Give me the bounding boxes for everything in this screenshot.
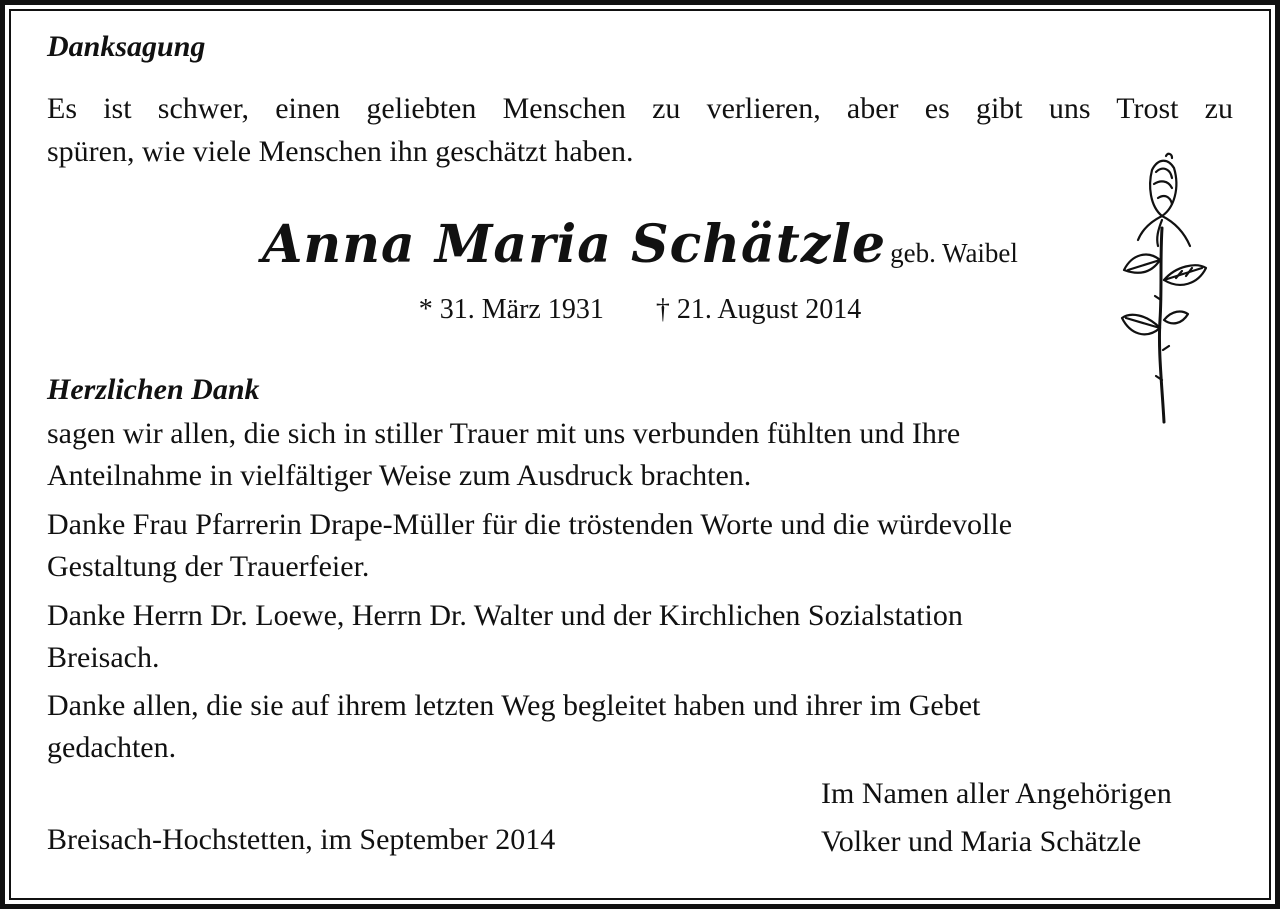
dates-row (0, 294, 1280, 326)
thanks-paragraph-4-line-1: Danke allen, die sie auf ihrem letzten Weg begleitet haben und ihrer im Gebet (47, 689, 981, 722)
name-block (0, 214, 1280, 275)
thanks-paragraph-2-line-2: Gestaltung der Trauerfeier. (47, 550, 370, 583)
thanks-heading: Herzlichen Dank (47, 373, 260, 406)
thanks-paragraph-1-line-2: Anteilnahme in vielfältiger Weise zum Ausdruck brachten. (47, 459, 752, 492)
page-title: Danksagung (47, 30, 206, 63)
thanks-paragraph-4-line-2: gedachten. (47, 731, 177, 764)
rose-icon (1110, 150, 1220, 430)
maiden-name: geb. Waibel (890, 238, 1018, 268)
intro-line-2: spüren, wie viele Menschen ihn geschätzt haben. (47, 135, 634, 168)
thanks-paragraph-3-line-2: Breisach. (47, 641, 160, 674)
intro-line-1: Es ist schwer, einen geliebten Menschen zu verlieren, aber es gibt uns Trost zu (47, 92, 1233, 125)
place-date: Breisach-Hochstetten, im September 2014 (47, 823, 556, 856)
thanks-paragraph-3-line-1: Danke Herrn Dr. Loewe, Herrn Dr. Walter und der Kirchlichen Sozialstation (47, 599, 963, 632)
thanks-paragraph-1-line-1: sagen wir allen, die sich in stiller Trauer mit uns verbunden fühlten und Ihre (47, 417, 961, 450)
signature-line-2: Volker und Maria Schätzle (821, 825, 1142, 858)
death-date: † 21. August 2014 (655, 294, 862, 325)
thanks-paragraph-2-line-1: Danke Frau Pfarrerin Drape-Müller für die tröstenden Worte und die würdevolle (47, 508, 1013, 541)
deceased-name: Anna Maria Schätzle (262, 214, 887, 275)
birth-date: * 31. März 1931 (418, 294, 604, 325)
signature-line-1: Im Namen aller Angehörigen (821, 777, 1172, 810)
